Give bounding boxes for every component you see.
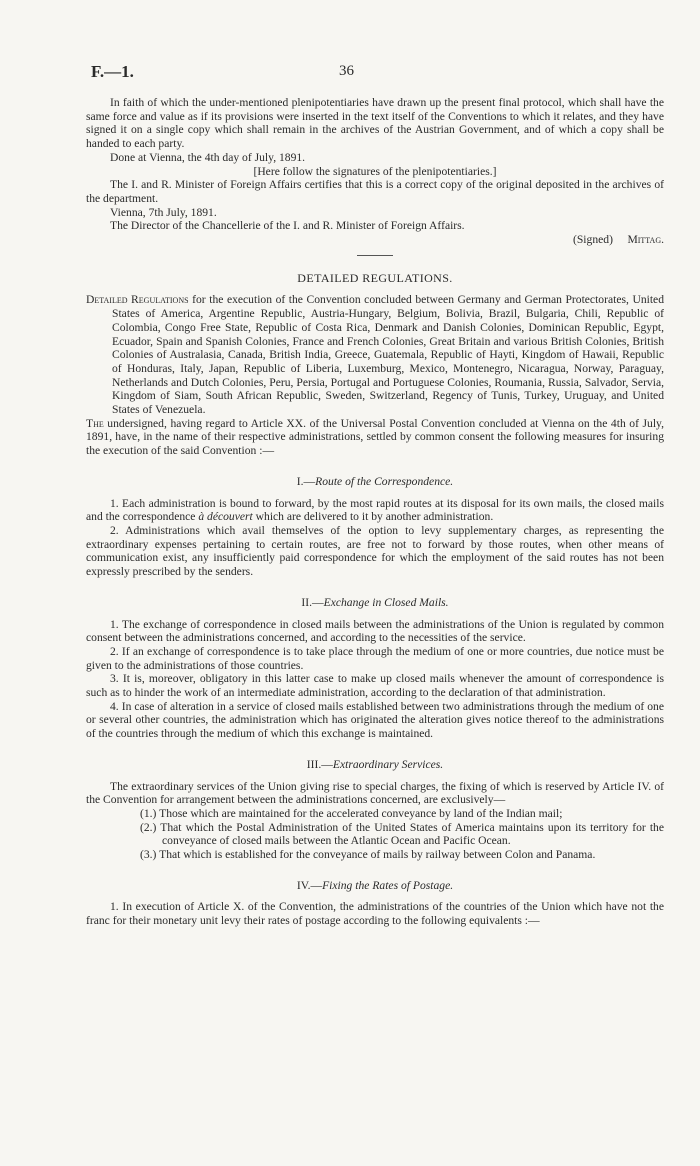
- section-1-paragraph-2: 2. Administrations which avail themselves of the option to levy supplementary charges, as representing the extraordinary expenses pertaining to certain routes, are free not to forward by those routes, when other means of communication exist, any insufficiently paid correspondence for which the employment of the said routes has not been expressly prescribed by the senders.: [86, 523, 664, 579]
- section-2-paragraph-4: 4. In case of alteration in a service of closed mails established between two administrations through the medium of one or several other countries, the administration which has originated the alteration gives notice thereof to the administrations of the countries through the medium of which this exchange is maintained.: [86, 699, 664, 741]
- section-3-title: Extraordinary Services.: [332, 757, 444, 771]
- section-3-paragraph-1: The extraordinary services of the Union giving rise to special charges, the fixing of which is reserved by Article IV. of the Convention for arrangement between the administrations concerned, are exclusively—: [86, 779, 664, 807]
- section-3-number: III.—: [306, 757, 333, 771]
- section-3-item-3: (3.) That which is established for the conveyance of mails by railway between Colon and Panama.: [140, 848, 596, 862]
- series-code: F.—1.: [91, 62, 134, 81]
- section-2-paragraph-3: 3. It is, moreover, obligatory in this latter case to make up closed mails whenever the amount of correspondence is such as to hinder the work of an intermediate administration, according to the declaration of that administration.: [86, 672, 664, 700]
- protocol-faith-paragraph: In faith of which the under-mentioned plenipotentiaries have drawn up the present final protocol, which shall have the same force and value as if its provisions were inserted in the text itself of the Conventions to which it relates, and they have signed it on a single copy which shall remain in the archives of the Austrian Government, and of which a copy shall be handed to each party.: [86, 96, 664, 151]
- section-2-number: II.—: [301, 595, 324, 609]
- section-2-heading: [86, 596, 664, 610]
- section-1-paragraph-1: [86, 497, 664, 524]
- section-2-title: Exchange in Closed Mails.: [323, 595, 449, 609]
- section-4-paragraph-1: 1. In execution of Article X. of the Convention, the administrations of the countries of the Union which have not the franc for their monetary unit levy their rates of postage according to the following equivalents :—: [86, 900, 664, 928]
- undersigned-lead: The: [86, 416, 104, 430]
- section-3-item-1: (1.) Those which are maintained for the accelerated conveyance by land of the Indian mail;: [140, 806, 563, 820]
- regulations-title: DETAILED REGULATIONS.: [297, 270, 453, 285]
- page-body: [86, 96, 664, 928]
- undersigned-paragraph: [86, 417, 664, 458]
- regulations-intro-text: for the execution of the Convention concluded between Germany and German Protectorates, United States of America, Argentine Republic, Austria-Hungary, Belgium, Bolivia, Brazil, Bulgaria, Chili, Republic of Colombia, Congo Free State, Republic of Costa Rica, Denmark and Danish Colonies, Dominican Republic, Egypt, Ecuador, Spain and Spanish Colonies, France and French Colonies, Great Britain and various British Colonies, British Colonies of Australasia, Canada, British India, Greece, Guatemala, Republic of Hayti, Kingdom of Hawaii, Republic of Honduras, Italy, Japan, Republic of Liberia, Luxemburg, Mexico, Montenegro, Nicaragua, Norway, Paraguay, Netherlands and Dutch Colonies, Peru, Persia, Portugal and Portuguese Colonies, Roumania, Russia, Salvador, Servia, Kingdom of Siam, South African Republic, Sweden, Switzerland, Regency of Tunis, Turkey, Uruguay, and United States of Venezuela.: [112, 293, 664, 417]
- regulations-intro: [86, 293, 664, 416]
- section-1-title: Route of the Correspondence.: [315, 474, 454, 488]
- section-divider: [357, 255, 393, 256]
- section-1-p1-b: which are delivered to it by another administration.: [252, 510, 494, 524]
- section-4-number: IV.—: [296, 878, 323, 892]
- protocol-done-line: Done at Vienna, the 4th day of July, 1891.: [110, 150, 306, 164]
- section-4-title: Fixing the Rates of Postage.: [322, 878, 454, 892]
- section-2-paragraph-1: 1. The exchange of correspondence in closed mails between the administrations of the Union is regulated by common consent between the administrations concerned, and according to the necessities of the service.: [86, 617, 664, 645]
- undersigned-text: undersigned, having regard to Article XX. of the Universal Postal Convention concluded at Vienna on the 4th of July, 1891, have, in the name of their respective administrations, settled by common consent the following measures for insuring the execution of the said Convention :—: [86, 416, 664, 458]
- section-1-p1-a: 1. Each administration is bound to forward, by the most rapid routes at its disposal for its own mails, the closed mails and the correspondence: [86, 496, 664, 524]
- section-3-item-2: (2.) That which the Postal Administration of the United States of America maintains upon its territory for the conveyance of closed mails between the Atlantic Ocean and Pacific Ocean.: [140, 820, 664, 848]
- certification-paragraph: The I. and R. Minister of Foreign Affairs certifies that this is a correct copy of the original deposited in the archives of the department.: [86, 178, 664, 205]
- signed-label: (Signed): [573, 233, 613, 247]
- section-4-heading: [86, 879, 664, 893]
- section-2-paragraph-2: 2. If an exchange of correspondence is to take place through the medium of one or more countries, due notice must be given to the administrations of those countries.: [86, 644, 664, 672]
- page-number: 36: [339, 63, 354, 79]
- section-1-p1-em: à découvert: [198, 510, 253, 524]
- director-line: The Director of the Chancellerie of the I. and R. Minister of Foreign Affairs.: [110, 219, 465, 233]
- section-1-heading: [86, 475, 664, 489]
- signatures-note: [Here follow the signatures of the plenipotentiaries.]: [253, 164, 497, 178]
- section-1-number: I.—: [296, 474, 316, 488]
- section-3-heading: [86, 758, 664, 772]
- regulations-intro-lead: Detailed Regulations: [86, 293, 189, 307]
- signature-line: [86, 233, 664, 247]
- signatory-name: Mittag.: [627, 233, 664, 247]
- certification-date: Vienna, 7th July, 1891.: [110, 205, 217, 219]
